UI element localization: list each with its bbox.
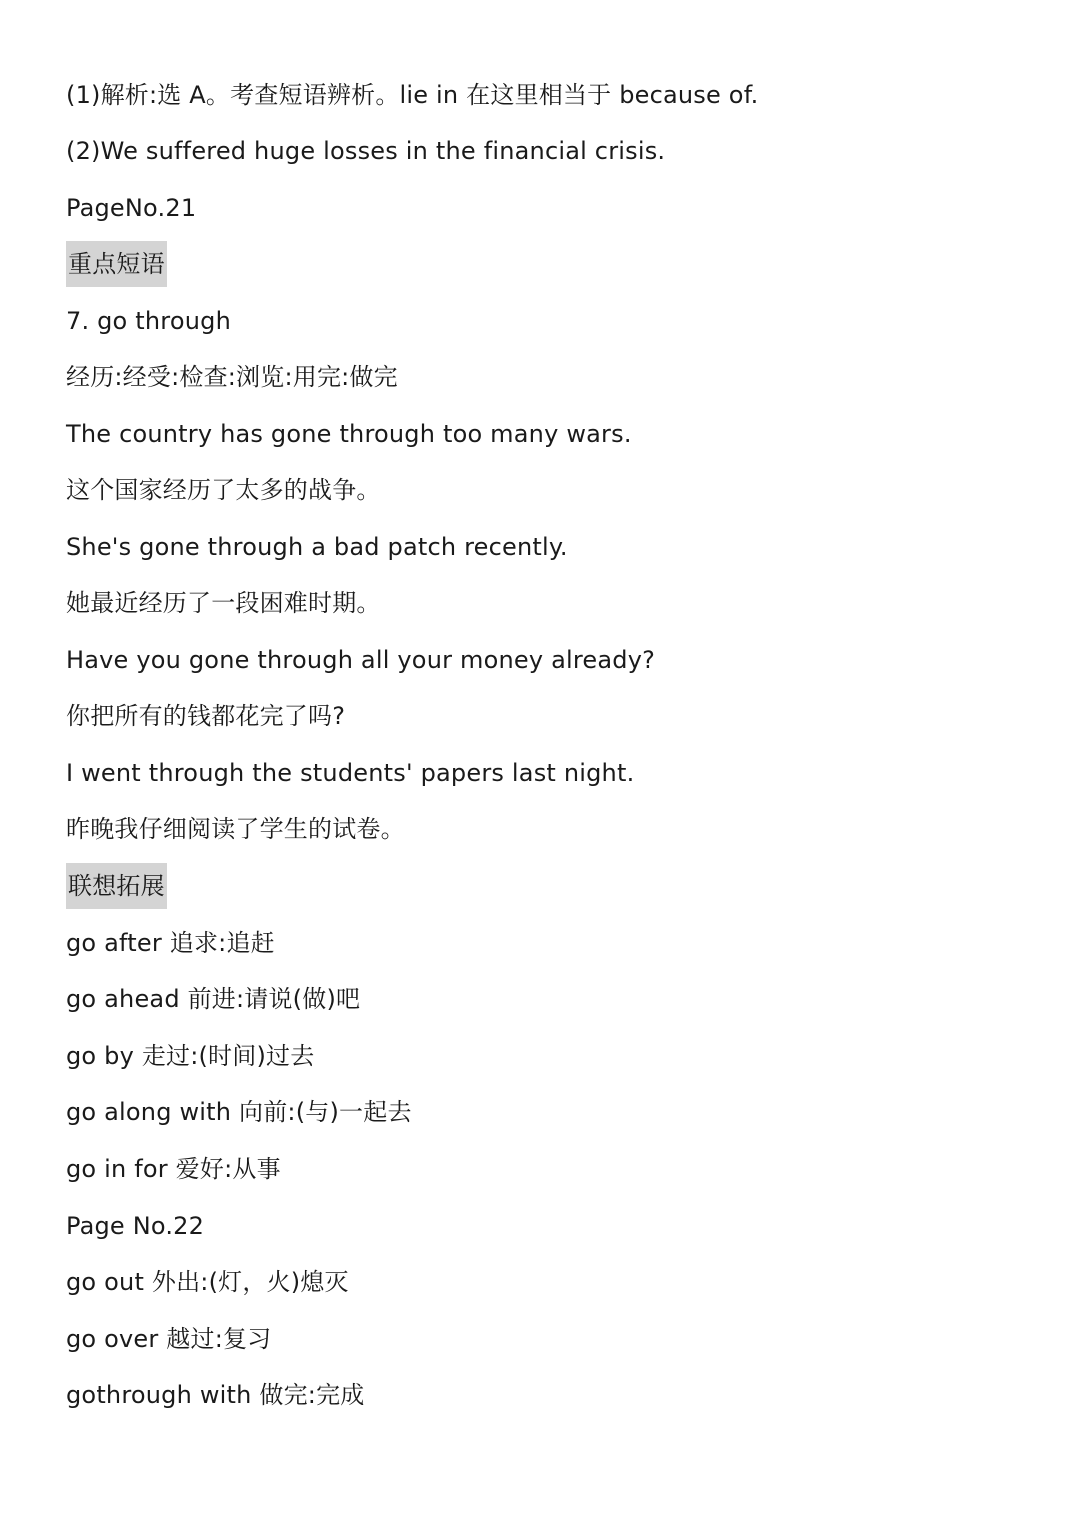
related-phrase-go-ahead: go ahead 前进:请说(做)吧 xyxy=(66,985,361,1013)
related-phrase-go-by: go by 走过:(时间)过去 xyxy=(66,1042,315,1070)
answer-line-1: (1)解析:选 A。考查短语辨析。lie in 在这里相当于 because of. xyxy=(66,81,759,109)
related-phrase-go-along-with: go along with 向前:(与)一起去 xyxy=(66,1098,412,1126)
example-en-1: The country has gone through too many wars. xyxy=(66,420,632,448)
related-phrase-go-in-for: go in for 爱好:从事 xyxy=(66,1155,281,1183)
related-phrase-go-out: go out 外出:(灯，火)熄灭 xyxy=(66,1268,349,1296)
page-number-21: PageNo.21 xyxy=(66,194,197,222)
section-heading-related-expansion: 联想拓展 xyxy=(66,863,167,909)
related-phrase-go-after: go after 追求:追赶 xyxy=(66,929,275,957)
example-zh-3: 你把所有的钱都花完了吗? xyxy=(66,702,346,730)
section-heading-key-phrases: 重点短语 xyxy=(66,241,167,287)
page-number-22: Page No.22 xyxy=(66,1212,205,1240)
phrase-title: 7. go through xyxy=(66,307,231,335)
example-en-4: I went through the students' papers last night. xyxy=(66,759,635,787)
example-en-3: Have you gone through all your money already? xyxy=(66,646,656,674)
example-zh-2: 她最近经历了一段困难时期。 xyxy=(66,589,381,617)
example-zh-1: 这个国家经历了太多的战争。 xyxy=(66,476,381,504)
phrase-meanings: 经历:经受:检查:浏览:用完:做完 xyxy=(66,363,398,391)
related-phrase-go-over: go over 越过:复习 xyxy=(66,1325,272,1353)
related-phrase-go-through-with: gothrough with 做完:完成 xyxy=(66,1381,365,1409)
example-en-2: She's gone through a bad patch recently. xyxy=(66,533,568,561)
answer-line-2: (2)We suffered huge losses in the financial crisis. xyxy=(66,137,666,165)
example-zh-4: 昨晚我仔细阅读了学生的试卷。 xyxy=(66,815,405,843)
